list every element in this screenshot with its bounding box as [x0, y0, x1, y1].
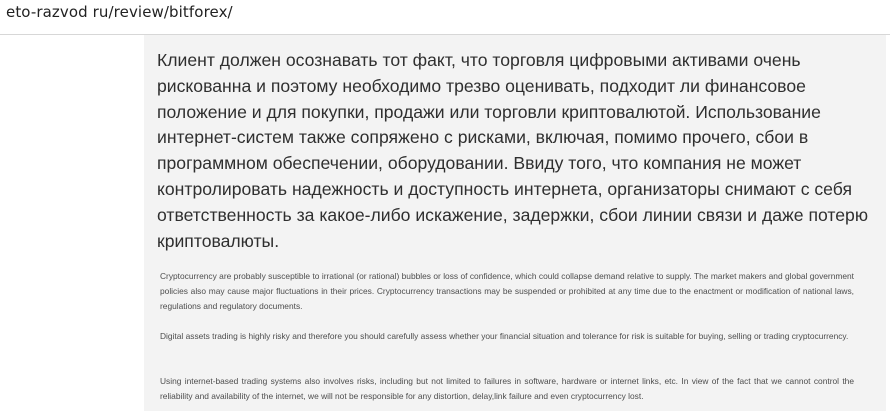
page-url: eto-razvod ru/review/bitforex/: [6, 3, 233, 21]
english-paragraph-2: Digital assets trading is highly risky and therefore you should carefully assess whether your financial situation and tolerance for risk is suitable for buying, selling or trading cryptocurrency.: [160, 331, 849, 341]
russian-paragraph: Клиент должен осознавать тот факт, что торговля цифровыми активами очень рискованна и поэтому необходимо трезво оценивать, подходит ли финансовое положение и для покупки, продажи или торговли криптовалютой. Использование интернет-систем также сопряжено с рисками, включая, помимо прочего, сбои в программном обеспечении, оборудовании. Ввиду того, что компания не может контролировать надежность и доступность интернета, организаторы снимают с себя ответственность за какое-либо искажение, задержки, сбои линии связи и даже потерю криптовалюты.: [157, 50, 869, 251]
english-paragraph-1: Cryptocurrency are probably susceptible to irrational (or rational) bubbles or loss of confidence, which could collapse demand relative to supply. The market makers and global government policies also may cause major fluctuations in their prices. Cryptocurrency transactions may be suspended or prohibited at any time due to the enactment or modification of national laws, regulations and regulatory documents.: [160, 271, 854, 311]
english-paragraph-3: Using internet-based trading systems also involves risks, including but not limited to failures in software, hardware or internet links, etc. In view of the fact that we cannot control the reliability and availability of the internet, we will not be responsible for any distortion, delay,link failure and even cryptocurrency lost.: [160, 376, 854, 401]
article-content: [144, 35, 886, 411]
